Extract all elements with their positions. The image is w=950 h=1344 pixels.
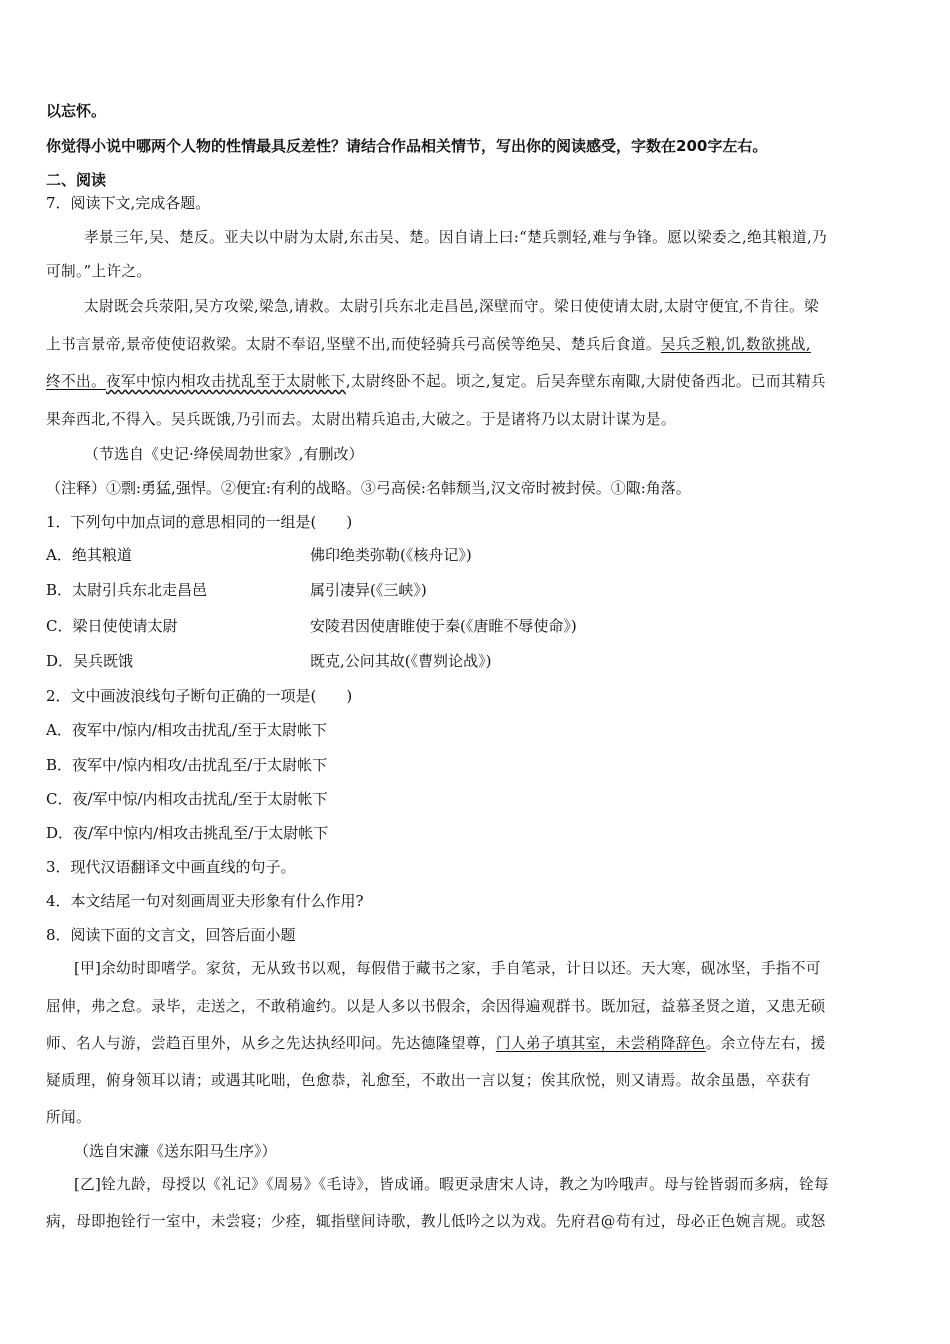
passage-text: 。余立侍左右，援	[705, 1035, 826, 1052]
passage-line: 病，母即抱铨行一室中，未尝寝；少痊，辄指壁间诗歌，教儿低吟之以为戏。先府君@苟有过，母必正色婉言规。或怒	[46, 1213, 826, 1230]
source-citation: （选自宋濂《送东阳马生序》）	[74, 1142, 277, 1160]
option-b	[46, 580, 906, 600]
passage-text: 上书言景帝,景帝使使诏救梁。太尉不奉诏,坚壁不出,而使轻骑兵弓高侯等绝吴、楚兵后食道。	[46, 336, 661, 353]
passage-line	[46, 372, 906, 392]
option-a: A．夜军中/惊内/相攻击扰乱/至于太尉帐下	[46, 721, 327, 739]
question-7-2-stem: 2．文中画波浪线句子断句正确的一项是( )	[46, 687, 353, 705]
passage-line: 太尉既会兵荥阳,吴方攻梁,梁急,请救。太尉引兵东北走昌邑,深壁而守。梁日使使请太尉,太尉守便宜,不肯往。梁	[84, 298, 819, 315]
passage-line	[46, 335, 906, 355]
option-key: C．	[46, 617, 73, 635]
option-right: 属引凄异(《三峡》)	[310, 581, 427, 599]
section-heading: 二、阅读	[46, 171, 107, 189]
annotation-notes: （注释）①剽:勇猛,强悍。②便宜:有利的战略。③弓高侯:名韩颓当,汉文帝时被封侯。①陬:角落。	[46, 479, 691, 497]
option-left: 太尉引兵东北走昌邑	[72, 581, 208, 599]
straight-underlined-sentence: 吴兵乏粮,饥,数欲挑战,	[660, 336, 811, 353]
option-d	[46, 651, 906, 671]
passage-line: 果奔西北,不得入。吴兵既饿,乃引而去。太尉出精兵追击,大破之。于是诸将乃以太尉计谋为是。	[46, 411, 676, 428]
passage-text: 师、名人与游，尝趋百里外，从乡之先达执经叩问。先达德隆望尊，	[46, 1035, 496, 1052]
passage-text: ,太尉终卧不起。顷之,复定。后吴奔壁东南陬,大尉使备西北。已而其精兵	[345, 373, 826, 390]
option-key: A．	[46, 546, 72, 564]
option-b: B．夜军中/惊内相攻/击扰乱至/于太尉帐下	[46, 756, 328, 774]
source-citation: （节选自《史记·绛侯周勃世家》,有删改）	[84, 445, 364, 463]
question-7-intro: 7．阅读下文,完成各题。	[46, 194, 211, 212]
option-left: 吴兵既饿	[73, 652, 134, 670]
passage-line: [乙]铨九龄，母授以《礼记》《周易》《毛诗》，皆成诵。暇更录唐宋人诗，教之为吟哦声。母与铨皆弱而多病，铨每	[74, 1176, 829, 1193]
option-right: 既克,公问其故(《曹刿论战》)	[310, 652, 492, 670]
writing-task: 你觉得小说中哪两个人物的性情最具反差性？请结合作品相关情节，写出你的阅读感受，字数在200字左右。	[46, 137, 768, 155]
passage-line: 屈伸，弗之怠。录毕，走送之，不敢稍逾约。以是人多以书假余，余因得遍观群书。既加冠，益慕圣贤之道，又患无硕	[46, 998, 826, 1015]
passage-line: 所闻。	[46, 1109, 91, 1126]
passage-line: 孝景三年,吴、楚反。亚夫以中尉为太尉,东击吴、楚。因自请上曰:“楚兵剽轻,难与争锋。愿以梁委之,绝其粮道,乃	[84, 229, 828, 246]
passage-line	[46, 1034, 906, 1054]
straight-underlined-sentence: 门人弟子填其室，未尝稍降辞色	[495, 1035, 706, 1052]
question-7-1-stem: 1．下列句中加点词的意思相同的一组是( )	[46, 513, 353, 531]
option-right: 安陵君因使唐睢使于秦(《唐睢不辱使命》)	[310, 617, 577, 635]
option-left: 绝其粮道	[71, 546, 132, 564]
option-left: 梁日使使请太尉	[72, 617, 178, 635]
passage-line: [甲]余幼时即嗜学。家贫，无从致书以观，每假借于藏书之家，手自笔录，计日以还。天大寒，砚冰坚，手指不可	[74, 960, 821, 977]
option-d: D．夜/军中惊内/相攻击挑乱至/于太尉帐下	[46, 824, 329, 842]
question-7-4: 4．本文结尾一句对刻画周亚夫形象有什么作用?	[46, 892, 364, 910]
question-8-intro: 8．阅读下面的文言文，回答后面小题	[46, 926, 296, 944]
wavy-underlined-sentence: 夜军中惊内相攻击扰乱至于太尉帐下	[105, 373, 346, 390]
passage-line: 可制。”上许之。	[46, 263, 152, 280]
text-line: 以忘怀。	[46, 102, 107, 120]
question-7-3: 3．现代汉语翻译文中画直线的句子。	[46, 858, 296, 876]
straight-underlined-sentence: 终不出。	[46, 373, 106, 390]
passage-line: 疑质理，俯身领耳以请；或遇其叱咄，色愈恭，礼愈至，不敢出一言以复；俟其欣悦，则又请焉。故余虽愚，卒获有	[46, 1072, 811, 1089]
option-c: C．夜/军中惊/内相攻击扰乱/至于太尉帐下	[46, 790, 328, 808]
option-a	[46, 545, 906, 565]
option-c	[46, 616, 906, 636]
option-key: B．	[46, 581, 73, 599]
option-key: D．	[46, 652, 74, 670]
option-right: 佛印绝类弥勒(《核舟记》)	[310, 546, 472, 564]
